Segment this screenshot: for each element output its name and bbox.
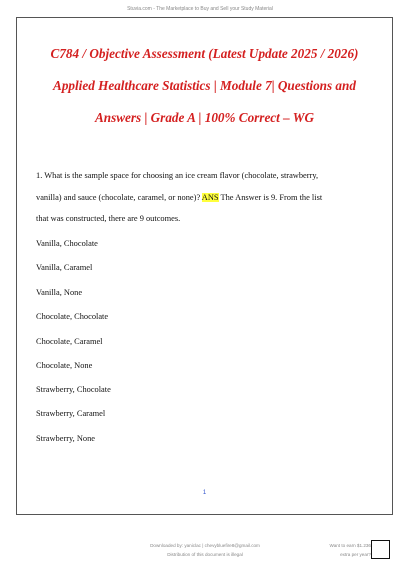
qr-code-icon[interactable] [372, 541, 389, 558]
footer-distribution-notice: Distribution of this document is illegal [167, 552, 243, 557]
outcome-item: Chocolate, None [36, 361, 93, 370]
outcome-item: Vanilla, Chocolate [36, 239, 98, 248]
answer-text: The Answer is 9. From the list [218, 193, 323, 202]
answer-tag: ANS [201, 193, 219, 202]
question-text-before-answer: vanilla) and sauce (chocolate, caramel, or none)? [36, 193, 202, 202]
question-line-3: that was constructed, there are 9 outcomes. [36, 214, 181, 223]
outcome-item: Vanilla, Caramel [36, 263, 93, 272]
page-number: 1 [202, 490, 207, 496]
question-line-2 [36, 192, 366, 203]
earn-promo-line-1: Want to earn $1.236 [329, 543, 371, 548]
earn-promo[interactable] [316, 541, 371, 559]
outcome-item: Strawberry, Caramel [36, 409, 106, 418]
marketplace-banner: Stuvia.com - The Marketplace to Buy and Sell your Study Material [127, 6, 273, 12]
outcome-item: Chocolate, Caramel [36, 337, 103, 346]
footer-downloaded-by: Downloaded by: yaniclac | chevybluefire8@gmail.com [150, 543, 260, 548]
footer-attribution [100, 541, 310, 559]
outcome-item: Strawberry, Chocolate [36, 385, 111, 394]
outcome-item: Vanilla, None [36, 288, 83, 297]
document-title-line-3: Answers | Grade A | 100% Correct – WG [94, 110, 315, 125]
outcome-item: Strawberry, None [36, 434, 95, 443]
document-title-line-1: C784 / Objective Assessment (Latest Update 2025 / 2026) [50, 46, 359, 61]
question-line-1: 1. What is the sample space for choosing an ice cream flavor (chocolate, strawberry, [36, 171, 319, 180]
earn-promo-line-2: extra per year? [340, 552, 371, 557]
document-title-line-2: Applied Healthcare Statistics | Module 7| Questions and [53, 78, 356, 93]
outcome-item: Chocolate, Chocolate [36, 312, 109, 321]
